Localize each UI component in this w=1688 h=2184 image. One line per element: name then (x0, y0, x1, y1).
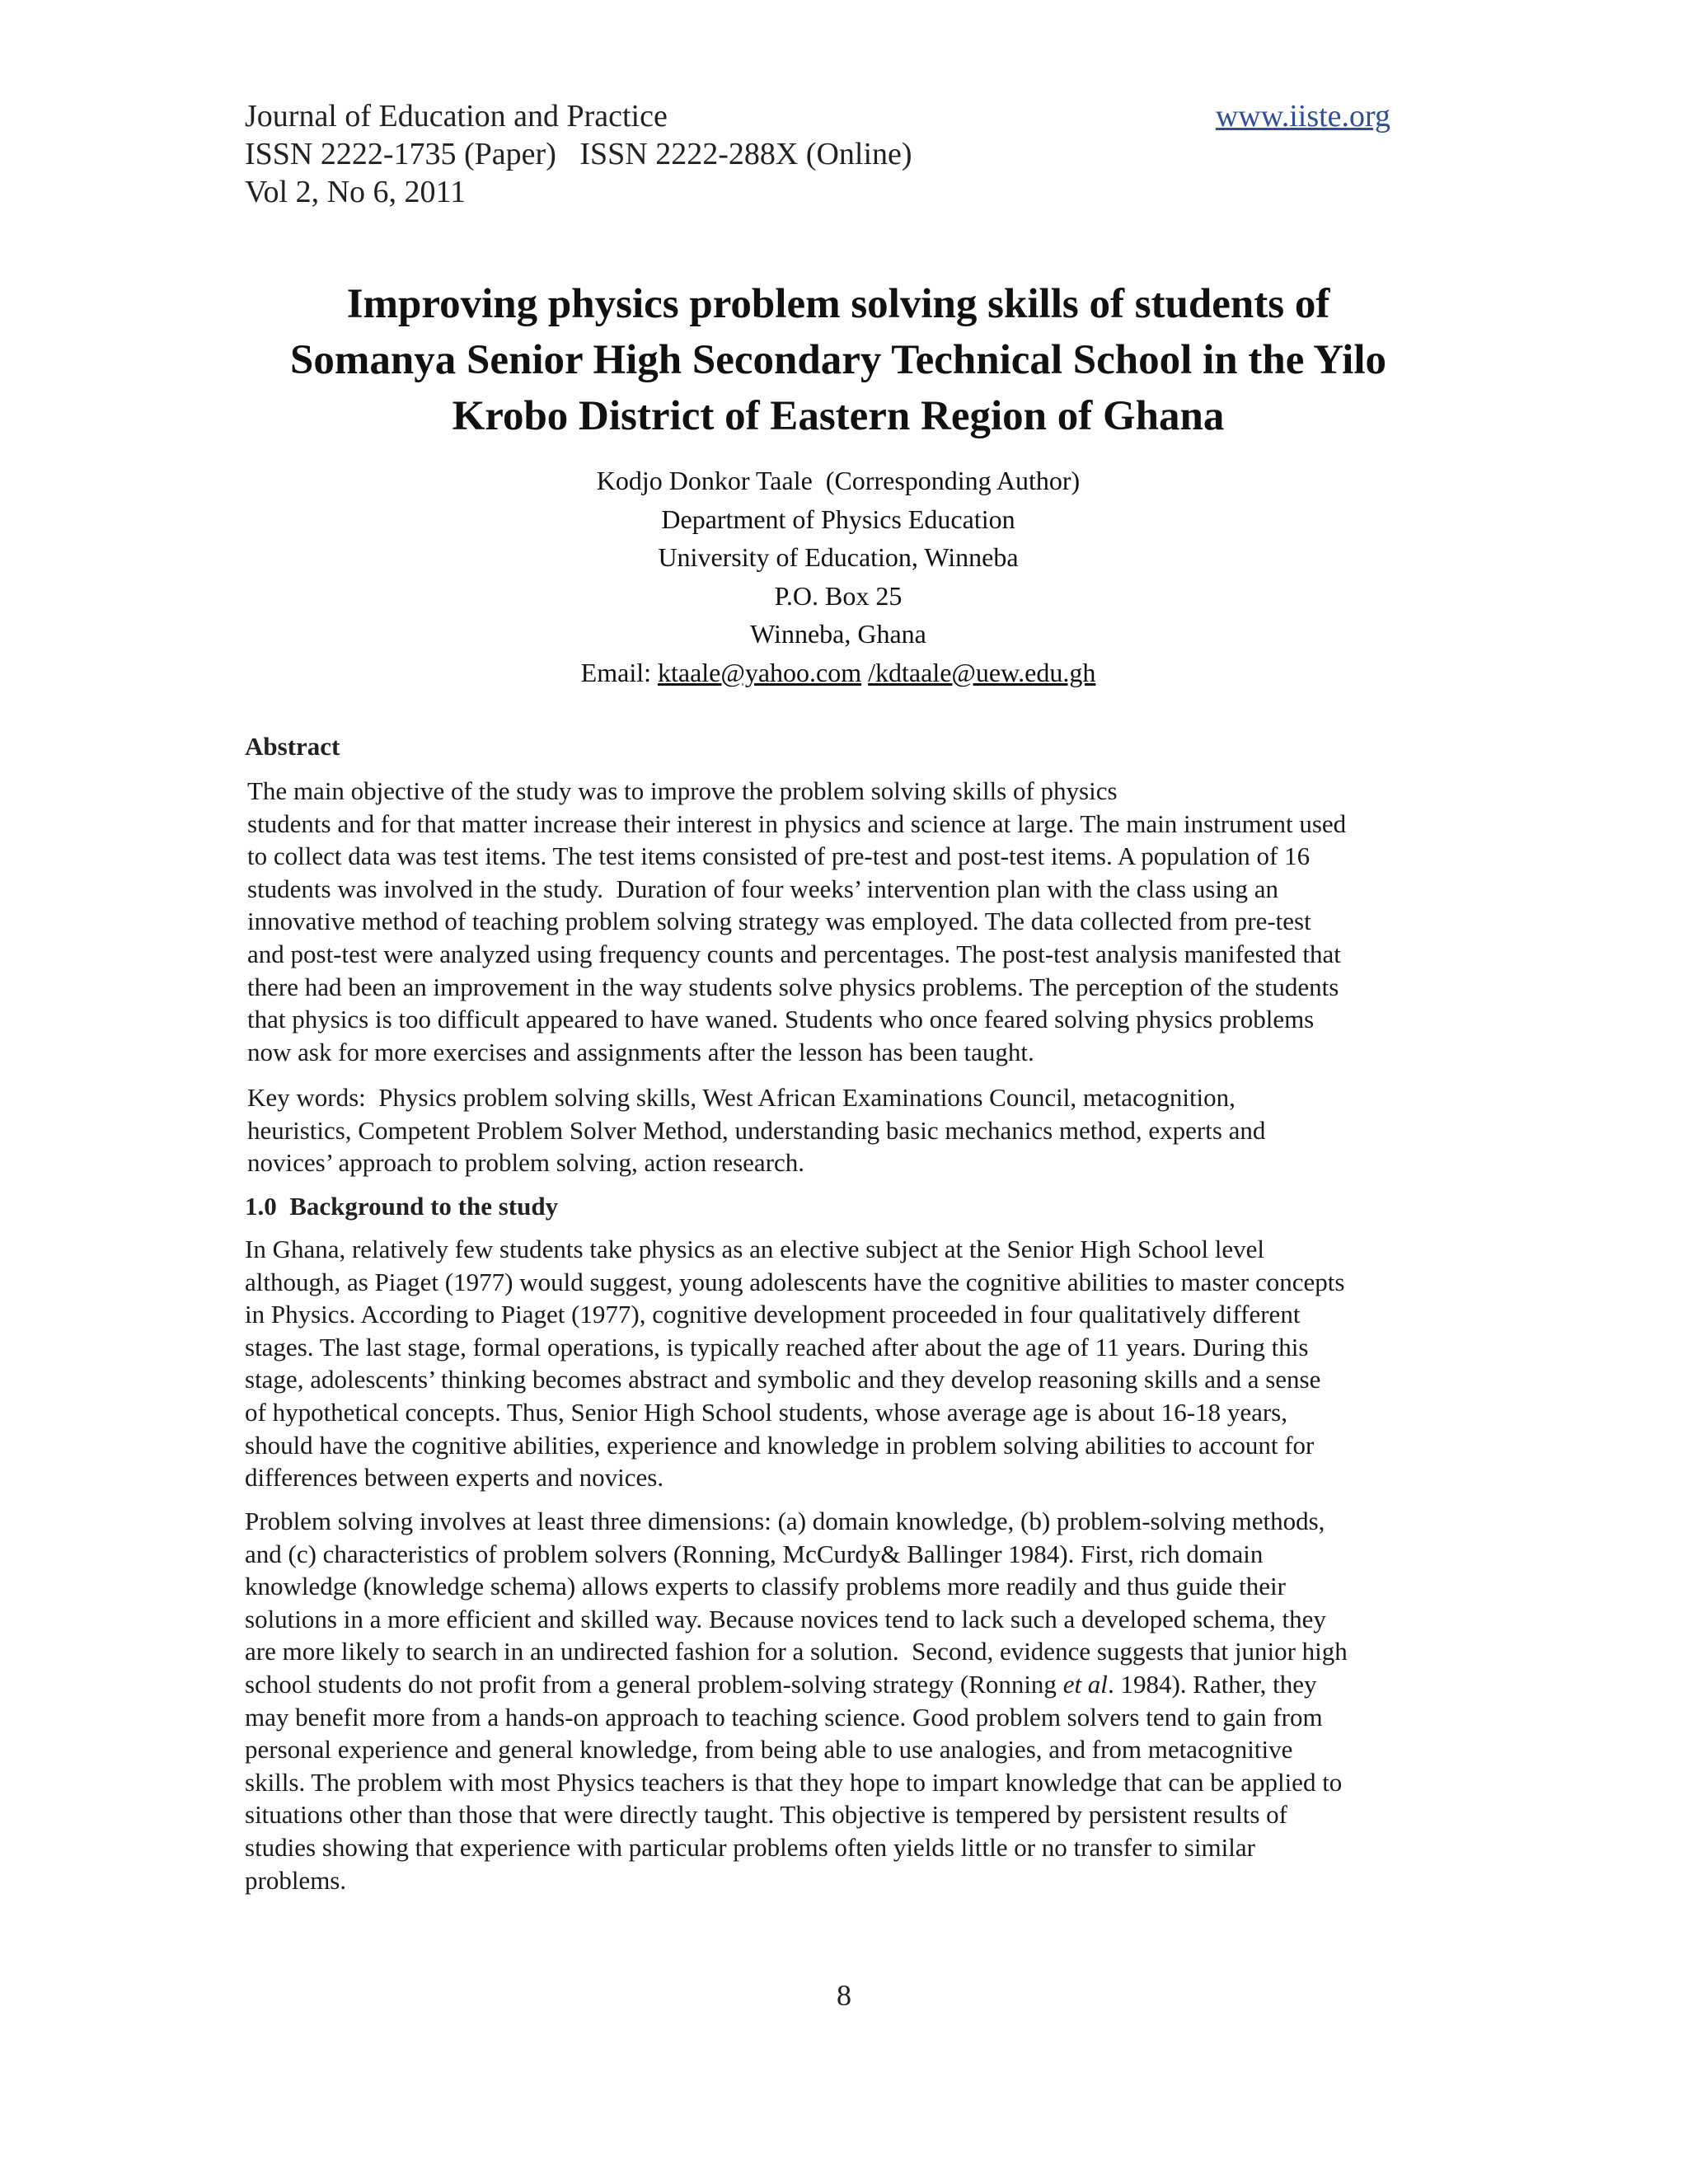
author-department: Department of Physics Education (661, 504, 1015, 534)
abstract-heading: Abstract (245, 732, 340, 761)
abstract-line: and post-test were analyzed using frequency counts and percentages. The post-test analysis manifested that (247, 939, 1341, 968)
abstract-line: students was involved in the study. Duration of four weeks’ intervention plan with the class using an (247, 874, 1278, 903)
abstract-line: there had been an improvement in the way students solve physics problems. The perception of the students (247, 972, 1339, 1001)
website-link[interactable]: www.iiste.org (1215, 99, 1390, 134)
issn-line: ISSN 2222-1735 (Paper) ISSN 2222-288X (Online) (245, 137, 912, 171)
paragraph-line: skills. The problem with most Physics teachers is that they hope to impart knowledge that can be applied to (245, 1767, 1343, 1797)
abstract-line: The main objective of the study was to improve the problem solving skills of physics (247, 776, 1118, 805)
title-line: Krobo District of Eastern Region of Ghana (452, 393, 1225, 439)
abstract-line: now ask for more exercises and assignments after the lesson has been taught. (247, 1037, 1034, 1066)
email-prefix: Email: (580, 657, 658, 687)
title-line: Somanya Senior High Secondary Technical School in the Yilo (290, 337, 1386, 383)
abstract-body (247, 775, 1442, 1068)
email-link-2[interactable]: /kdtaale@uew.edu.gh (868, 657, 1096, 687)
paragraph-2 (245, 1505, 1444, 1896)
author-name: Kodjo Donkor Taale (Corresponding Author) (596, 466, 1081, 495)
author-university: University of Education, Winneba (658, 542, 1019, 572)
paper-title (245, 276, 1432, 444)
paragraph-line: problems. (245, 1865, 347, 1895)
author-city: Winneba, Ghana (750, 619, 926, 649)
author-email-line (245, 654, 1432, 692)
paragraph-line: solutions in a more efficient and skilled way. Because novices tend to lack such a developed schema, they (245, 1604, 1326, 1633)
email-separator (861, 658, 868, 687)
paragraph-line: knowledge (knowledge schema) allows experts to classify problems more readily and thus guide their (245, 1572, 1286, 1601)
paragraph-line: although, as Piaget (1977) would suggest, young adolescents have the cognitive abilities to master concepts (245, 1267, 1345, 1296)
title-line: Improving physics problem solving skills of students of (346, 281, 1330, 327)
paragraph-line: In Ghana, relatively few students take physics as an elective subject at the Senior High School level (245, 1235, 1265, 1263)
keywords-line: heuristics, Competent Problem Solver Method, understanding basic mechanics method, experts and (247, 1115, 1266, 1145)
paragraph-line: and (c) characteristics of problem solvers (Ronning, McCurdy& Ballinger 1984). First, rich domain (245, 1539, 1264, 1568)
volume-line: Vol 2, No 6, 2011 (245, 175, 467, 209)
paragraph-line: stage, adolescents’ thinking becomes abstract and symbolic and they develop reasoning skills and a sense (245, 1365, 1321, 1394)
page-number: 8 (837, 1979, 851, 2012)
paragraph-line: in Physics. According to Piaget (1977), cognitive development proceeded in four qualitatively different (245, 1300, 1301, 1329)
abstract-line: to collect data was test items. The test items consisted of pre-test and post-test items. A population of 16 (247, 841, 1311, 871)
paragraph-line: studies showing that experience with particular problems often yields little or no transfer to similar (245, 1832, 1255, 1862)
paragraph-line (245, 1668, 1444, 1701)
paragraph-1 (245, 1233, 1444, 1494)
citation-text: . 1984). Rather, they (1107, 1669, 1317, 1699)
paragraph-line: Problem solving involves at least three dimensions: (a) domain knowledge, (b) problem-solving methods, (245, 1507, 1325, 1535)
paragraph-line: differences between experts and novices. (245, 1463, 664, 1493)
journal-header (245, 97, 1390, 211)
paragraph-line: are more likely to search in an undirected fashion for a solution. Second, evidence suggests that junior high (245, 1637, 1348, 1666)
abstract-line: that physics is too difficult appeared to have waned. Students who once feared solving physics problems (247, 1005, 1315, 1034)
abstract-line: innovative method of teaching problem solving strategy was employed. The data collected from pre-test (247, 907, 1311, 936)
paragraph-line: stages. The last stage, formal operations, is typically reached after about the age of 11 years. During this (245, 1332, 1309, 1361)
paragraph-line: of hypothetical concepts. Thus, Senior High School students, whose average age is about 16-18 years, (245, 1397, 1287, 1427)
citation-text: school students do not profit from a general problem-solving strategy (Ronning (245, 1669, 1063, 1699)
section-heading: 1.0 Background to the study (245, 1192, 559, 1221)
paragraph-line: may benefit more from a hands-on approach to teaching science. Good problem solvers tend to gain from (245, 1702, 1323, 1732)
journal-name: Journal of Education and Practice (245, 99, 668, 134)
author-block (245, 462, 1432, 691)
abstract-line: students and for that matter increase their interest in physics and science at large. The main instrument used (247, 808, 1347, 838)
keywords-block (247, 1081, 1418, 1179)
paragraph-line: should have the cognitive abilities, experience and knowledge in problem solving abilities to account for (245, 1430, 1315, 1460)
paragraph-line: situations other than those that were directly taught. This objective is tempered by persistent results of (245, 1800, 1287, 1830)
citation-et-al: et al (1062, 1669, 1108, 1699)
keywords-line: Key words: Physics problem solving skills, West African Examinations Council, metacognition, (247, 1083, 1236, 1112)
email-link-1[interactable]: ktaale@yahoo.com (657, 657, 862, 687)
keywords-line: novices’ approach to problem solving, action research. (247, 1148, 805, 1178)
paragraph-line: personal experience and general knowledge, from being able to use analogies, and from metacognitive (245, 1735, 1293, 1765)
author-po-box: P.O. Box 25 (774, 580, 903, 611)
